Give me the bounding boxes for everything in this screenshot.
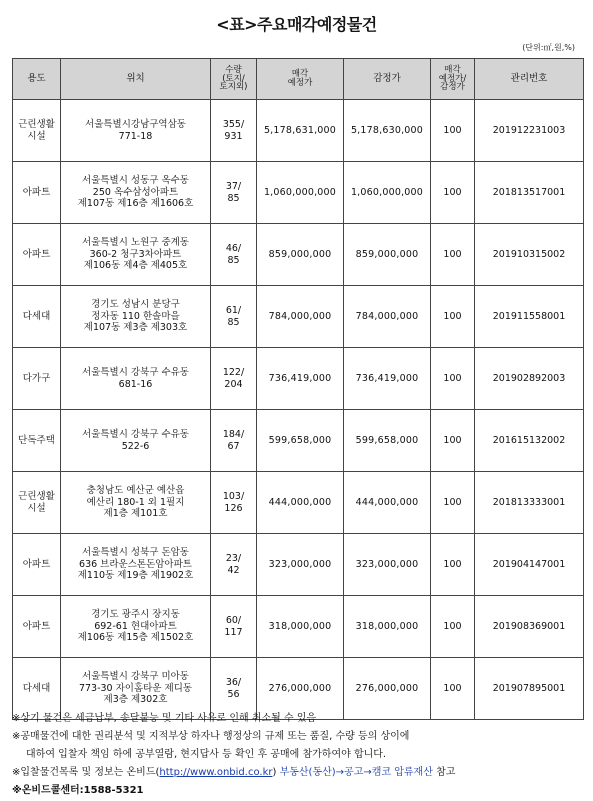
cell-area: 37/ 85 [211, 162, 257, 224]
header-ratio: 매각 예정가/ 감정가 [431, 59, 475, 100]
cell-mgmt-no: 201902892003 [475, 348, 584, 410]
cell-area: 46/ 85 [211, 224, 257, 286]
cell-area: 103/ 126 [211, 472, 257, 534]
header-appraisal: 감정가 [344, 59, 431, 100]
cell-ratio: 100 [431, 100, 475, 162]
note-onbid-suffix: 참고 [436, 767, 456, 778]
cell-appraisal: 323,000,000 [344, 534, 431, 596]
cell-ratio: 100 [431, 348, 475, 410]
cell-mgmt-no: 201910315002 [475, 224, 584, 286]
cell-mgmt-no: 201813333001 [475, 472, 584, 534]
cell-sale-price: 276,000,000 [257, 658, 344, 720]
table-row [13, 100, 584, 162]
cell-location: 서울특별시 강북구 수유동 522-6 [61, 410, 211, 472]
cell-mgmt-no: 201907895001 [475, 658, 584, 720]
table-header-row [13, 59, 584, 100]
note-onbid [12, 764, 584, 782]
unit-note: (단위:㎡,원,%) [522, 43, 575, 52]
property-table [12, 58, 584, 720]
header-location: 위치 [61, 59, 211, 100]
cell-appraisal: 736,419,000 [344, 348, 431, 410]
cell-sale-price: 318,000,000 [257, 596, 344, 658]
cell-appraisal: 318,000,000 [344, 596, 431, 658]
cell-sale-price: 323,000,000 [257, 534, 344, 596]
cell-use: 다세대 [13, 286, 61, 348]
header-mgmt-no: 관리번호 [475, 59, 584, 100]
cell-sale-price: 444,000,000 [257, 472, 344, 534]
cell-use: 아파트 [13, 534, 61, 596]
cell-appraisal: 444,000,000 [344, 472, 431, 534]
cell-sale-price: 5,178,631,000 [257, 100, 344, 162]
cell-use: 근린생활 시설 [13, 472, 61, 534]
table-row [13, 410, 584, 472]
cell-location: 충청남도 예산군 예산읍 예산리 180-1 외 1필지 제1층 제101호 [61, 472, 211, 534]
table-row [13, 286, 584, 348]
cell-mgmt-no: 201904147001 [475, 534, 584, 596]
table-row [13, 348, 584, 410]
cell-appraisal: 599,658,000 [344, 410, 431, 472]
notes [12, 710, 584, 800]
cell-sale-price: 784,000,000 [257, 286, 344, 348]
cell-appraisal: 859,000,000 [344, 224, 431, 286]
cell-area: 36/ 56 [211, 658, 257, 720]
cell-area: 355/ 931 [211, 100, 257, 162]
table-row [13, 534, 584, 596]
cell-use: 다가구 [13, 348, 61, 410]
cell-sale-price: 859,000,000 [257, 224, 344, 286]
cell-appraisal: 1,060,000,000 [344, 162, 431, 224]
table-row [13, 472, 584, 534]
cell-ratio: 100 [431, 658, 475, 720]
cell-use: 단독주택 [13, 410, 61, 472]
cell-use: 아파트 [13, 224, 61, 286]
document-title: <표>주요매각예정물건 [216, 15, 377, 34]
header-use: 용도 [13, 59, 61, 100]
header-area: 수량 (토지/ 토지외) [211, 59, 257, 100]
cell-area: 184/ 67 [211, 410, 257, 472]
cell-use: 아파트 [13, 162, 61, 224]
cell-mgmt-no: 201912231003 [475, 100, 584, 162]
cell-ratio: 100 [431, 286, 475, 348]
cell-ratio: 100 [431, 534, 475, 596]
cell-mgmt-no: 201908369001 [475, 596, 584, 658]
cell-sale-price: 599,658,000 [257, 410, 344, 472]
table-row [13, 224, 584, 286]
cell-location: 서울특별시 강북구 미아동 773-30 자이홈타운 제디동 제3층 제302호 [61, 658, 211, 720]
cell-use: 다세대 [13, 658, 61, 720]
cell-use: 아파트 [13, 596, 61, 658]
cell-location: 서울특별시 강북구 수유동 681-16 [61, 348, 211, 410]
cell-sale-price: 736,419,000 [257, 348, 344, 410]
cell-use: 근린생활 시설 [13, 100, 61, 162]
note-cancel: ※상기 물건은 세금납부, 송달불능 및 기타 사유로 인해 취소될 수 있음 [12, 713, 317, 724]
cell-mgmt-no: 201615132002 [475, 410, 584, 472]
cell-ratio: 100 [431, 162, 475, 224]
note-onbid-prefix: ※입찰물건목록 및 정보는 온비드( [12, 767, 160, 778]
cell-ratio: 100 [431, 472, 475, 534]
note-onbid-close: ) [272, 767, 277, 778]
onbid-path: 부동산(동산)→공고→캠코 압류재산 [279, 767, 433, 778]
table-row [13, 162, 584, 224]
cell-location: 서울특별시 노원구 중계동 360-2 청구3차아파트 제106동 제4층 제405호 [61, 224, 211, 286]
cell-area: 61/ 85 [211, 286, 257, 348]
cell-appraisal: 784,000,000 [344, 286, 431, 348]
cell-mgmt-no: 201911558001 [475, 286, 584, 348]
cell-location: 서울특별시 성동구 옥수동 250 옥수삼성아파트 제107동 제16층 제1606호 [61, 162, 211, 224]
cell-location: 경기도 성남시 분당구 정자동 110 한솔마을 제107동 제3층 제303호 [61, 286, 211, 348]
note-liability-1: ※공매물건에 대한 권리분석 및 지적부상 하자나 행정상의 규제 또는 품질, 수량 등의 상이에 [12, 731, 410, 742]
cell-area: 122/ 204 [211, 348, 257, 410]
cell-ratio: 100 [431, 224, 475, 286]
cell-ratio: 100 [431, 410, 475, 472]
cell-location: 경기도 광주시 장지동 692-61 현대아파트 제106동 제15층 제1502호 [61, 596, 211, 658]
header-sale-price: 매각 예정가 [257, 59, 344, 100]
onbid-link[interactable]: http://www.onbid.co.kr [159, 767, 273, 778]
note-liability-2: 대하여 입찰자 책임 하에 공부열람, 현지답사 등 확인 후 공매에 참가하여야 합니다. [26, 749, 387, 760]
table-row [13, 596, 584, 658]
note-callcenter: ※온비드콜센터:1588-5321 [12, 785, 144, 796]
cell-area: 60/ 117 [211, 596, 257, 658]
cell-ratio: 100 [431, 596, 475, 658]
cell-location: 서울특별시강남구역삼동 771-18 [61, 100, 211, 162]
cell-sale-price: 1,060,000,000 [257, 162, 344, 224]
cell-area: 23/ 42 [211, 534, 257, 596]
cell-appraisal: 5,178,630,000 [344, 100, 431, 162]
cell-appraisal: 276,000,000 [344, 658, 431, 720]
cell-mgmt-no: 201813517001 [475, 162, 584, 224]
cell-location: 서울특별시 성북구 돈암동 636 브라운스톤돈암아파트 제110동 제19층 제1902호 [61, 534, 211, 596]
